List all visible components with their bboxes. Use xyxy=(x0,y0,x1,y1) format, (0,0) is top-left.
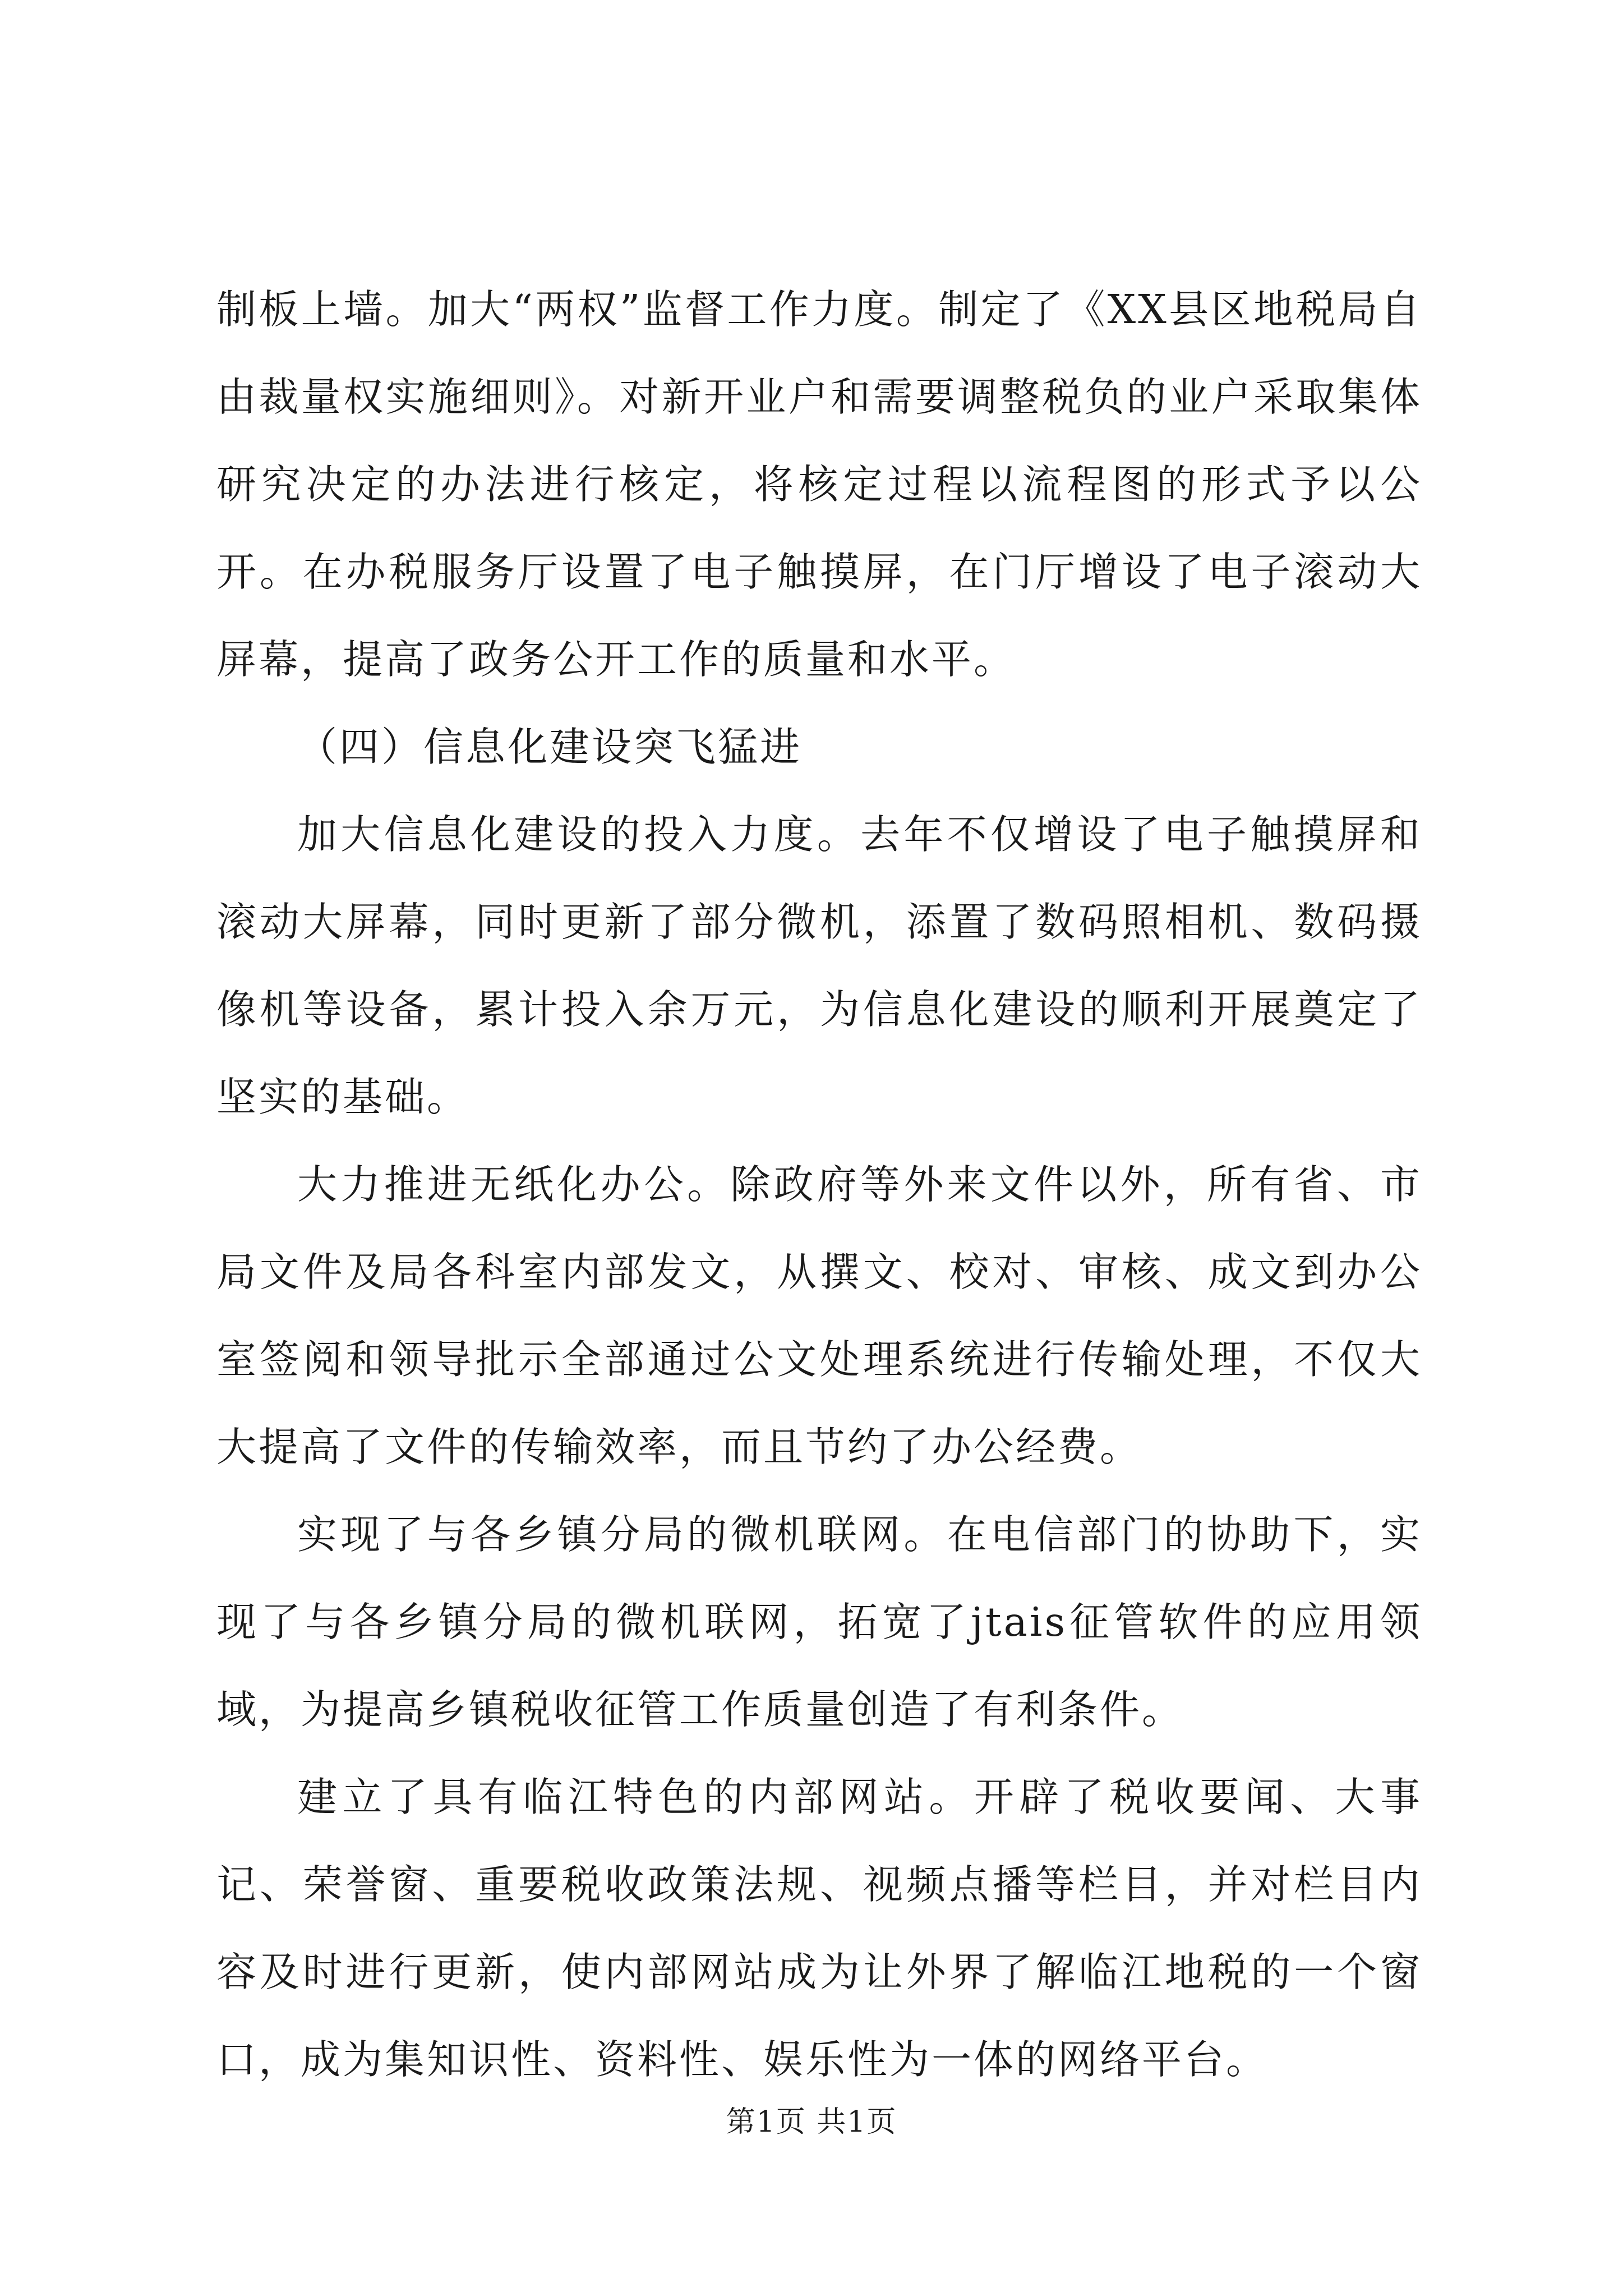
section-heading: （四）信息化建设突飞猛进 xyxy=(297,724,803,770)
document-body xyxy=(216,266,1422,2104)
paragraph-website: 建立了具有临江特色的内部网站。开辟了税收要闻、大事记、荣誉窗、重要税收政策法规、视频点播等栏目，并对栏目内容及时进行更新，使内部网站成为让外界了解临江地税的一个窗口，成为集知识性、资料性、娱乐性为一体的网络平台。 xyxy=(216,1774,1422,2083)
page-footer: 第1页 共1页 xyxy=(726,2105,897,2139)
paragraph-paperless-office: 大力推进无纸化办公。除政府等外来文件以外，所有省、市局文件及局各科室内部发文，从撰文、校对、审核、成文到办公室签阅和领导批示全部通过公文处理系统进行传输处理，不仅大大提高了文件的传输效率，而且节约了办公经费。 xyxy=(216,1161,1422,1470)
paragraph-network: 实现了与各乡镇分局的微机联网。在电信部门的协助下，实现了与各乡镇分局的微机联网，拓宽了jtais征管软件的应用领域，为提高乡镇税收征管工作质量创造了有利条件。 xyxy=(216,1511,1422,1733)
paragraph-investment: 加大信息化建设的投入力度。去年不仅增设了电子触摸屏和滚动大屏幕，同时更新了部分微机，添置了数码照相机、数码摄像机等设备，累计投入余万元，为信息化建设的顺利开展奠定了坚实的基础。 xyxy=(216,811,1422,1120)
paragraph-continuation: 制板上墙。加大“两权”监督工作力度。制定了《XX县区地税局自由裁量权实施细则》。对新开业户和需要调整税负的业户采取集体研究决定的办法进行核定，将核定过程以流程图的形式予以公开。在办税服务厅设置了电子触摸屏，在门厅增设了电子滚动大屏幕，提高了政务公开工作的质量和水平。 xyxy=(216,286,1422,683)
